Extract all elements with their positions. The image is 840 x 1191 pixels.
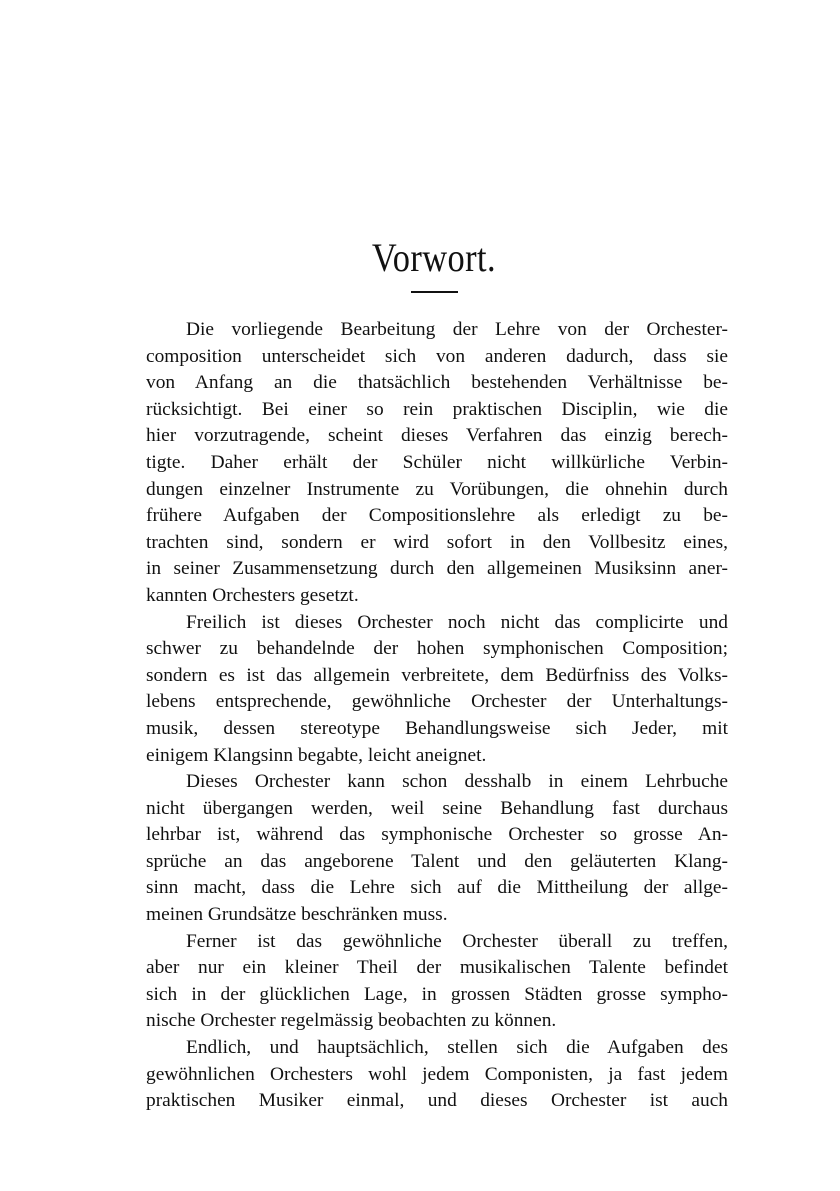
text-line: sinn macht, dass die Lehre sich auf die Mittheilung der allge- — [146, 877, 728, 899]
body-text — [146, 317, 728, 1115]
text-line: Freilich ist dieses Orchester noch nicht das complicirte und — [186, 611, 728, 633]
text-line: nische Orchester regelmässig beobachten zu können. — [146, 1010, 557, 1032]
title-divider — [411, 291, 458, 293]
text-line: Die vorliegende Bearbeitung der Lehre von der Orchester- — [186, 319, 728, 340]
text-line: dungen einzelner Instrumente zu Vorübungen, die ohnehin durch — [146, 478, 728, 500]
text-line: hier vorzutragende, scheint dieses Verfahren das einzig berech- — [146, 425, 728, 447]
text-line: frühere Aufgaben der Compositionslehre als erledigt zu be- — [146, 505, 728, 527]
paragraph-2 — [146, 610, 728, 770]
text-line: tigte. Daher erhält der Schüler nicht willkürliche Verbin- — [146, 451, 728, 473]
text-line: in seiner Zusammensetzung durch den allgemeinen Musiksinn aner- — [146, 558, 728, 580]
text-line: meinen Grundsätze beschränken muss. — [146, 904, 448, 926]
text-line: lebens entsprechende, gewöhnliche Orchester der Unterhaltungs- — [146, 691, 728, 713]
text-line: praktischen Musiker einmal, und dieses Orchester ist auch — [146, 1090, 728, 1112]
text-line: sondern es ist das allgemein verbreitete, dem Bedürfniss des Volks- — [146, 664, 728, 686]
text-line: composition unterscheidet sich von anderen dadurch, dass sie — [146, 345, 728, 367]
text-line: lehrbar ist, während das symphonische Orchester so grosse An- — [146, 824, 728, 846]
text-line: sich in der glücklichen Lage, in grossen Städten grosse sympho- — [146, 983, 728, 1005]
text-line: aber nur ein kleiner Theil der musikalischen Talente befindet — [146, 957, 728, 979]
page-title: Vorwort. — [371, 235, 497, 280]
text-line: schwer zu behandelnde der hohen symphonischen Composition; — [146, 638, 728, 660]
paragraph-1 — [146, 317, 728, 610]
text-line: sprüche an das angeborene Talent und den geläuterten Klang- — [146, 850, 728, 872]
text-line: Dieses Orchester kann schon desshalb in einem Lehrbuche — [186, 771, 728, 793]
text-line: trachten sind, sondern er wird sofort in den Vollbesitz eines, — [146, 531, 728, 553]
text-line: von Anfang an die thatsächlich bestehenden Verhältnisse be- — [146, 372, 728, 394]
text-line: Endlich, und hauptsächlich, stellen sich die Aufgaben des — [186, 1037, 728, 1059]
text-line: einigem Klangsinn begabte, leicht aneignet. — [146, 744, 487, 766]
text-line: nicht übergangen werden, weil seine Behandlung fast durchaus — [146, 797, 728, 819]
paragraph-5 — [146, 1035, 728, 1115]
text-line: musik, dessen stereotype Behandlungsweise sich Jeder, mit — [146, 717, 728, 739]
text-line: gewöhnlichen Orchesters wohl jedem Componisten, ja fast jedem — [146, 1063, 728, 1085]
text-line: rücksichtigt. Bei einer so rein praktischen Disciplin, wie die — [146, 398, 728, 420]
paragraph-3 — [146, 769, 728, 929]
paragraph-4 — [146, 929, 728, 1035]
text-line: kannten Orchesters gesetzt. — [146, 584, 359, 606]
text-line: Ferner ist das gewöhnliche Orchester überall zu treffen, — [186, 930, 728, 952]
